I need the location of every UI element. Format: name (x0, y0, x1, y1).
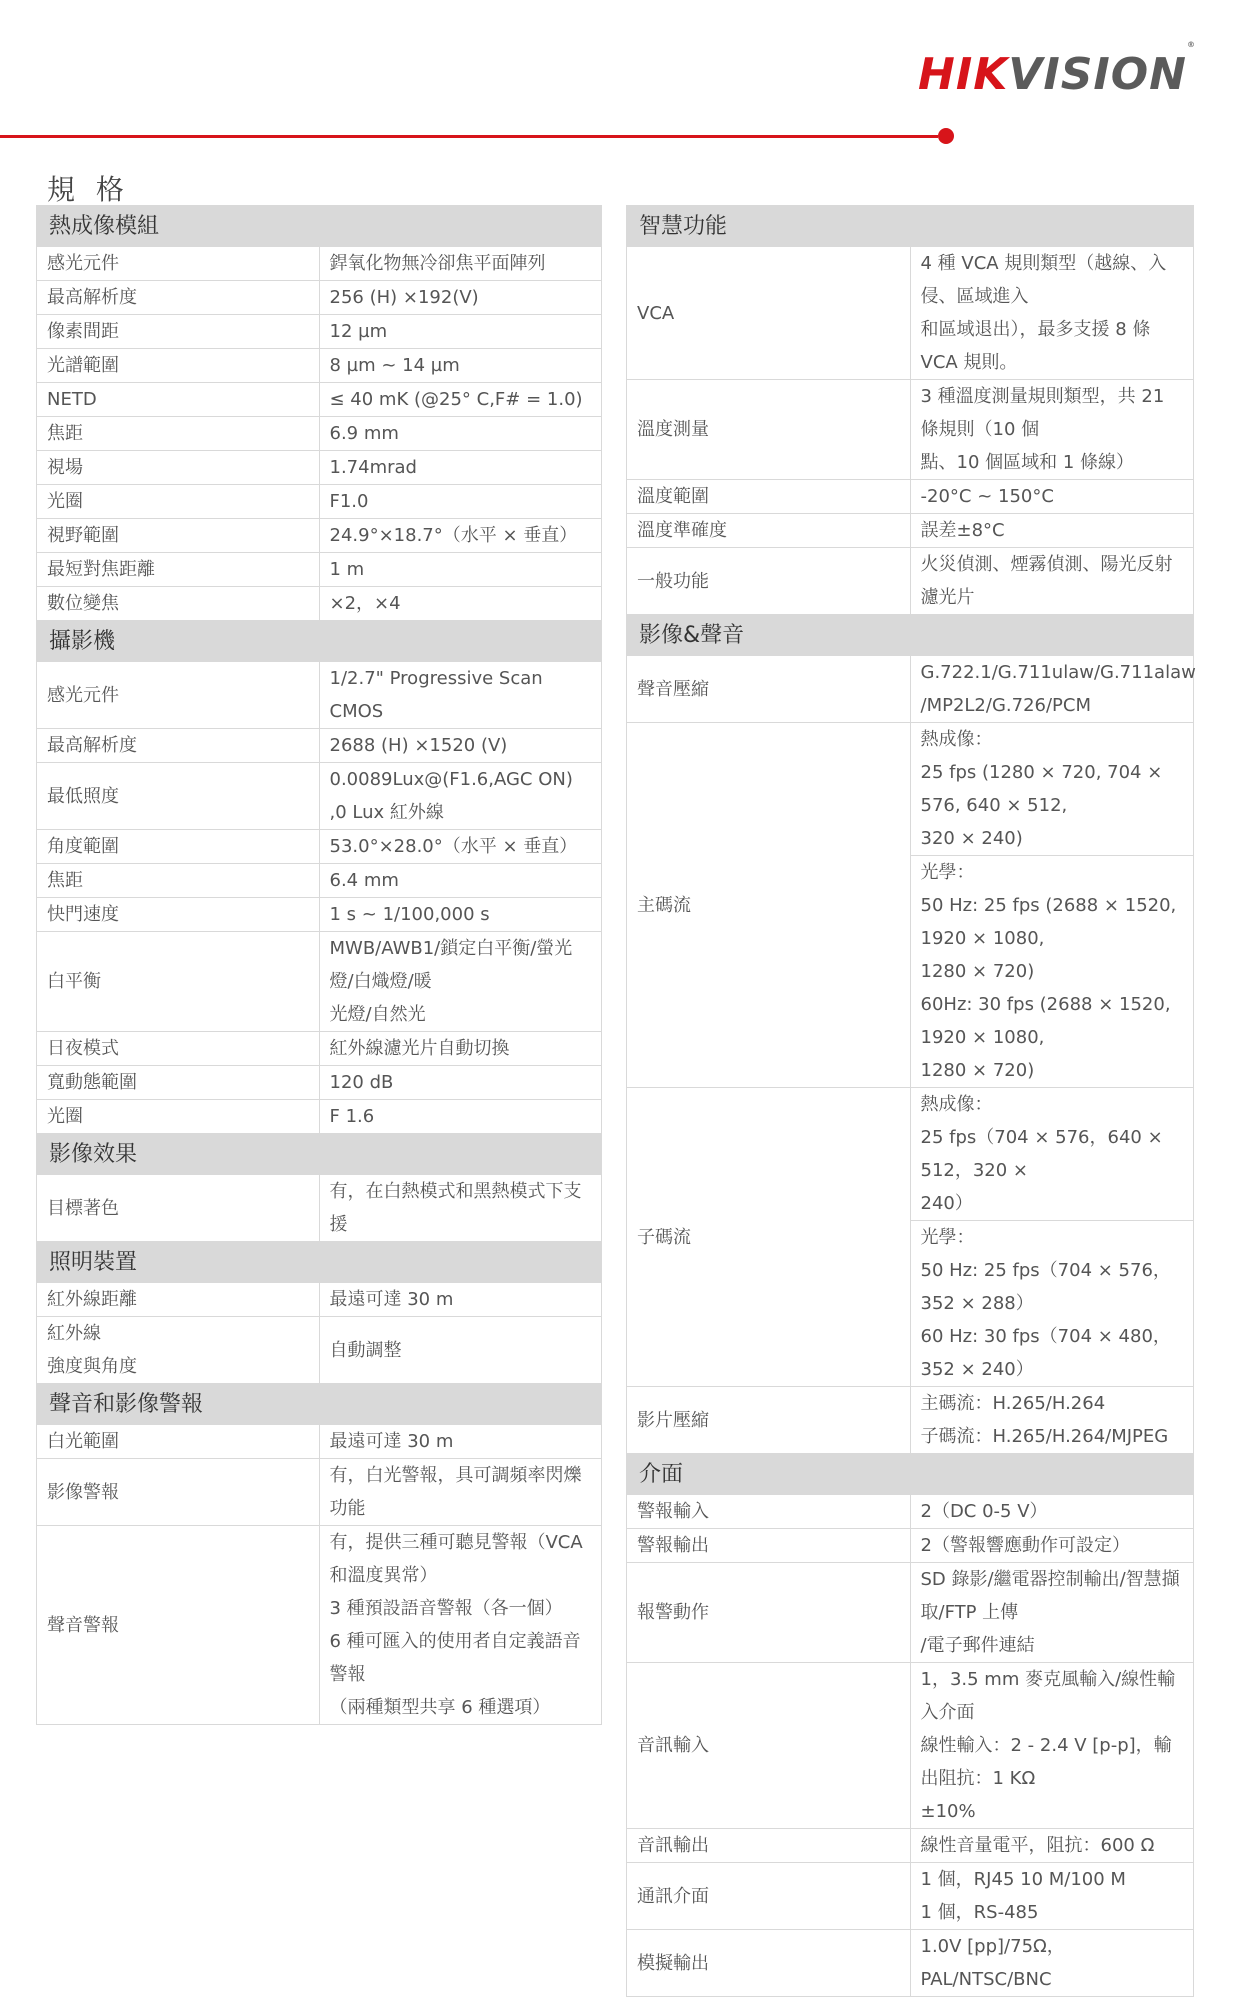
spec-row (37, 1175, 602, 1242)
spec-value-line: 有，提供三種可聽見警報（VCA 和溫度異常） (329, 1532, 583, 1586)
spec-row (37, 864, 602, 898)
spec-value (319, 1032, 602, 1066)
spec-row (37, 932, 602, 1032)
spec-label-line: 紅外線 (47, 1323, 101, 1344)
spec-row (627, 1663, 1194, 1829)
spec-value-line: 25 fps (1280 × 720, 704 × 576, 640 × 512, (920, 762, 1163, 816)
spec-value (910, 380, 1194, 480)
spec-label (37, 864, 320, 898)
spec-label-line: 音訊輸出 (637, 1835, 709, 1856)
spec-row (37, 247, 602, 281)
spec-row (627, 1829, 1194, 1863)
spec-label-line: 視場 (47, 457, 83, 478)
spec-value-line: 1，3.5 mm 麥克風輸入/線性輸入介面 (920, 1669, 1176, 1723)
section-header (37, 621, 602, 662)
section-header (37, 1134, 602, 1175)
spec-value (910, 1829, 1194, 1863)
spec-value-line: 12 µm (329, 321, 388, 342)
spec-label (37, 1100, 320, 1134)
spec-label (37, 315, 320, 349)
spec-value-line: 紅外線濾光片自動切換 (329, 1038, 510, 1059)
spec-label (37, 383, 320, 417)
spec-value (319, 553, 602, 587)
spec-value (319, 485, 602, 519)
spec-row (627, 1529, 1194, 1563)
spec-value (910, 856, 1194, 1088)
spec-value (319, 662, 602, 729)
page-title: 規 格 (47, 173, 130, 206)
spec-label-line: 焦距 (47, 423, 83, 444)
spec-label (627, 1495, 911, 1529)
header-divider-dot (938, 128, 954, 144)
spec-value (910, 1495, 1194, 1529)
spec-label (627, 1529, 911, 1563)
spec-row (37, 383, 602, 417)
spec-value-line: /電子郵件連結 (920, 1635, 1035, 1656)
spec-label-line: 模擬輸出 (637, 1952, 709, 1974)
spec-row (627, 723, 1194, 856)
spec-value (319, 281, 602, 315)
spec-value-line: 2（警報響應動作可設定） (920, 1535, 1130, 1556)
spec-value-line: 有，白光警報，具可調頻率閃爍功能 (329, 1465, 582, 1519)
spec-value-line: 3 種預設語音警報（各一個） (329, 1598, 563, 1619)
spec-value-line: 熱成像： (920, 729, 993, 750)
spec-label (37, 1032, 320, 1066)
spec-row (627, 1088, 1194, 1221)
section-title: 熱成像模組 (37, 206, 602, 247)
spec-value-line: 120 dB (329, 1072, 394, 1093)
spec-value (910, 514, 1194, 548)
spec-value-line: 4 種 VCA 規則類型（越線、入侵、區域進入 (920, 253, 1167, 307)
spec-label (37, 830, 320, 864)
spec-value-line: 50 Hz: 25 fps (2688 × 1520, 1920 × 1080, (920, 895, 1177, 949)
spec-value-line: 2688 (H) ×1520 (V) (329, 735, 508, 756)
spec-value-line: 3 種溫度測量規則類型，共 21 條規則（10 個 (920, 386, 1165, 440)
spec-label-line: 快門速度 (47, 904, 119, 925)
spec-row (37, 729, 602, 763)
spec-value (319, 932, 602, 1032)
spec-label (37, 763, 320, 830)
spec-value (910, 1663, 1194, 1829)
spec-label-line: 聲音警報 (47, 1614, 119, 1636)
spec-value (319, 1175, 602, 1242)
spec-value-line: 2（DC 0-5 V） (920, 1501, 1048, 1522)
spec-row (627, 514, 1194, 548)
spec-value-line: 1 m (329, 559, 365, 580)
spec-table-left (36, 205, 602, 1725)
spec-value-line: 1.0V [pp]/75Ω，PAL/NTSC/BNC (920, 1936, 1065, 1990)
spec-row (627, 1563, 1194, 1663)
spec-label (627, 656, 911, 723)
spec-label-line: VCA (637, 302, 675, 324)
spec-label (627, 380, 911, 480)
spec-value (319, 519, 602, 553)
spec-value-line: 50 Hz: 25 fps（704 × 576，352 × 288） (920, 1260, 1171, 1314)
spec-row (37, 553, 602, 587)
spec-value (319, 383, 602, 417)
spec-row (37, 587, 602, 621)
spec-value-line: 點、10 個區域和 1 條線） (920, 452, 1135, 473)
spec-value-line: -20°C ~ 150°C (920, 486, 1054, 507)
section-title: 攝影機 (37, 621, 602, 662)
spec-label (37, 519, 320, 553)
spec-row (37, 315, 602, 349)
spec-value-line: 銲氧化物無冷卻焦平面陣列 (329, 253, 546, 274)
spec-label (37, 1283, 320, 1317)
spec-value-line: 主碼流：H.265/H.264 (920, 1393, 1106, 1414)
spec-row (37, 1459, 602, 1526)
spec-value-line: 1 s ~ 1/100,000 s (329, 904, 490, 925)
section-header (627, 1454, 1194, 1495)
spec-label-line: 強度與角度 (47, 1356, 137, 1377)
spec-row (37, 830, 602, 864)
spec-value-line: 光燈/自然光 (329, 1004, 426, 1025)
spec-value (910, 1863, 1194, 1930)
spec-label-line: 角度範圍 (47, 836, 119, 857)
spec-label (37, 1066, 320, 1100)
spec-label-line: 一般功能 (637, 570, 709, 592)
spec-value-line: 24.9°×18.7°（水平 × 垂直） (329, 525, 578, 546)
spec-value (319, 1526, 602, 1725)
spec-row (37, 1066, 602, 1100)
spec-value-line: 1.74mrad (329, 457, 417, 478)
spec-value (319, 898, 602, 932)
spec-label-line: 最短對焦距離 (47, 559, 155, 580)
spec-row (627, 380, 1194, 480)
spec-value-line: F 1.6 (329, 1106, 375, 1127)
spec-label (37, 417, 320, 451)
spec-label-line: 紅外線距離 (47, 1289, 137, 1310)
spec-value (319, 1459, 602, 1526)
spec-label-line: 最高解析度 (47, 287, 137, 308)
spec-row (37, 1526, 602, 1725)
spec-label (37, 553, 320, 587)
spec-label-line: 警報輸出 (637, 1535, 709, 1556)
spec-label (37, 1526, 320, 1725)
spec-label-line: 白光範圍 (47, 1431, 119, 1452)
spec-value-line: 1280 × 720) (920, 961, 1035, 982)
spec-label-line: 感光元件 (47, 253, 119, 274)
spec-label (627, 1930, 911, 1997)
spec-label (627, 1387, 911, 1454)
hikvision-logo: HIKVISION® (918, 40, 1197, 100)
spec-value (910, 247, 1194, 380)
spec-value (319, 1100, 602, 1134)
spec-label-line: 溫度範圍 (637, 486, 709, 507)
spec-label-line: 視野範圍 (47, 525, 119, 546)
spec-value-line: 53.0°×28.0°（水平 × 垂直） (329, 836, 578, 857)
section-header (627, 615, 1194, 656)
spec-label (627, 1829, 911, 1863)
spec-value (910, 1563, 1194, 1663)
spec-label (37, 281, 320, 315)
spec-value (319, 864, 602, 898)
spec-label-line: 聲音壓縮 (637, 678, 709, 700)
spec-value-line: 熱成像： (920, 1094, 993, 1115)
spec-value (910, 1930, 1194, 1997)
spec-value-line: 最遠可達 30 m (329, 1431, 454, 1452)
spec-label-line: 最低照度 (47, 785, 119, 807)
spec-label (627, 1563, 911, 1663)
spec-row (37, 349, 602, 383)
spec-label-line: 感光元件 (47, 684, 119, 706)
section-header (627, 206, 1194, 247)
header-divider (0, 135, 938, 138)
spec-label-line: 最高解析度 (47, 735, 137, 756)
spec-value (910, 480, 1194, 514)
spec-label-line: 目標著色 (47, 1197, 119, 1219)
spec-value (910, 548, 1194, 615)
spec-row (37, 451, 602, 485)
spec-value-line: 320 × 240) (920, 828, 1023, 849)
spec-value (910, 656, 1194, 723)
spec-label-line: 溫度測量 (637, 419, 709, 440)
section-title: 影像&聲音 (627, 615, 1194, 656)
spec-value (910, 1529, 1194, 1563)
spec-value-line: 最遠可達 30 m (329, 1289, 454, 1310)
spec-value (910, 723, 1194, 856)
spec-value-line: 誤差±8°C (920, 520, 1005, 541)
spec-label (627, 480, 911, 514)
spec-value (319, 1425, 602, 1459)
spec-value-line: 25 fps（704 × 576，640 × 512，320 × (920, 1127, 1163, 1181)
spec-value (319, 349, 602, 383)
spec-value-line: SD 錄影/繼電器控制輸出/智慧擷取/FTP 上傳 (920, 1569, 1180, 1623)
spec-value-line: ±10% (920, 1801, 976, 1822)
spec-label-line: 焦距 (47, 870, 83, 891)
spec-row (37, 1032, 602, 1066)
spec-label (37, 662, 320, 729)
spec-table-right (626, 205, 1194, 1997)
section-title: 影像效果 (37, 1134, 602, 1175)
spec-value-line: 線性輸入：2 - 2.4 V [p-p]，輸出阻抗：1 KΩ (920, 1735, 1172, 1789)
spec-label (627, 514, 911, 548)
spec-value-line: 6 種可匯入的使用者自定義語音警報 (329, 1631, 581, 1685)
spec-label-line: 日夜模式 (47, 1038, 119, 1059)
spec-label (37, 898, 320, 932)
spec-value-line: 8 µm ~ 14 µm (329, 355, 460, 376)
spec-value-line: 6.9 mm (329, 423, 399, 444)
spec-value (319, 315, 602, 349)
section-title: 介面 (627, 1454, 1194, 1495)
spec-label (627, 247, 911, 380)
spec-value-line: 光學： (920, 862, 975, 883)
spec-value (319, 729, 602, 763)
spec-label (37, 485, 320, 519)
spec-label (37, 1425, 320, 1459)
spec-value-line: （兩種類型共享 6 種選項） (329, 1697, 551, 1718)
spec-value-line: 光學： (920, 1227, 975, 1248)
spec-value-line: ×2，×4 (329, 593, 401, 614)
spec-label (37, 349, 320, 383)
spec-value-line: F1.0 (329, 491, 369, 512)
spec-row (37, 417, 602, 451)
spec-value (910, 1221, 1194, 1387)
spec-value-line: 火災偵測、煙霧偵測、陽光反射濾光片 (920, 554, 1173, 608)
spec-row (627, 1387, 1194, 1454)
spec-row (627, 1495, 1194, 1529)
spec-value (319, 587, 602, 621)
spec-label (627, 1088, 911, 1387)
spec-value-line: ≤ 40 mK (@25° C,F# = 1.0) (329, 389, 583, 410)
section-header (37, 206, 602, 247)
spec-label-line: 寬動態範圍 (47, 1072, 137, 1093)
spec-row (37, 898, 602, 932)
spec-value-line: 6.4 mm (329, 870, 399, 891)
spec-label-line: 影片壓縮 (637, 1409, 709, 1431)
spec-label-line: 音訊輸入 (637, 1735, 709, 1756)
spec-label-line: 數位變焦 (47, 593, 119, 614)
section-title: 智慧功能 (627, 206, 1194, 247)
spec-label-line: 影像警報 (47, 1481, 119, 1503)
spec-value-line: 和區域退出），最多支援 8 條 VCA 規則。 (920, 319, 1151, 373)
spec-label-line: 溫度準確度 (637, 520, 727, 541)
spec-value (319, 247, 602, 281)
spec-label (37, 932, 320, 1032)
spec-row (37, 1100, 602, 1134)
spec-label (627, 1663, 911, 1829)
spec-row (37, 1283, 602, 1317)
spec-value-line: G.722.1/G.711ulaw/G.711alaw (920, 662, 1196, 683)
spec-row (627, 247, 1194, 380)
spec-label-line: 光圈 (47, 491, 83, 512)
spec-value (319, 417, 602, 451)
spec-value (319, 451, 602, 485)
spec-label (37, 1459, 320, 1526)
spec-label-line: 光譜範圍 (47, 355, 119, 376)
spec-value-line: /MP2L2/G.726/PCM (920, 695, 1091, 716)
spec-value (910, 1088, 1194, 1221)
spec-label (37, 729, 320, 763)
spec-label (37, 1175, 320, 1242)
spec-label-line: 主碼流 (637, 894, 691, 916)
spec-row (37, 281, 602, 315)
spec-label (37, 451, 320, 485)
spec-label-line: 光圈 (47, 1106, 83, 1127)
spec-row (627, 480, 1194, 514)
spec-value-line: 60 Hz: 30 fps（704 × 480，352 × 240） (920, 1326, 1171, 1380)
section-header (37, 1384, 602, 1425)
spec-value (319, 830, 602, 864)
spec-value-line: 240） (920, 1193, 973, 1214)
spec-row (37, 1425, 602, 1459)
spec-value (319, 1317, 602, 1384)
spec-label-line: NETD (47, 389, 97, 410)
spec-row (627, 656, 1194, 723)
spec-row (627, 548, 1194, 615)
section-title: 聲音和影像警報 (37, 1384, 602, 1425)
spec-value-line: 有，在白熱模式和黑熱模式下支援 (329, 1181, 582, 1235)
spec-value-line: 1 個，RS-485 (920, 1902, 1039, 1923)
spec-value-line: 子碼流：H.265/H.264/MJPEG (920, 1426, 1169, 1447)
spec-row (627, 1930, 1194, 1997)
spec-label (627, 723, 911, 1088)
section-header (37, 1242, 602, 1283)
spec-value-line: 0.0089Lux@(F1.6,AGC ON) ,0 Lux 紅外線 (329, 769, 573, 823)
spec-row (627, 1863, 1194, 1930)
spec-label-line: 子碼流 (637, 1226, 691, 1248)
spec-value-line: 線性音量電平，阻抗：600 Ω (920, 1835, 1155, 1856)
spec-value-line: 1280 × 720) (920, 1060, 1035, 1081)
spec-label (37, 587, 320, 621)
section-title: 照明裝置 (37, 1242, 602, 1283)
spec-value-line: MWB/AWB1/鎖定白平衡/螢光燈/白熾燈/暖 (329, 938, 573, 992)
spec-value-line: 60Hz: 30 fps (2688 × 1520, 1920 × 1080, (920, 994, 1171, 1048)
spec-label (37, 247, 320, 281)
spec-value (910, 1387, 1194, 1454)
spec-row (37, 485, 602, 519)
spec-row (37, 763, 602, 830)
spec-label-line: 警報輸入 (637, 1501, 709, 1522)
spec-label-line: 像素間距 (47, 321, 119, 342)
spec-label-line: 報警動作 (637, 1602, 709, 1623)
spec-row (37, 519, 602, 553)
spec-row (37, 1317, 602, 1384)
spec-label (627, 1863, 911, 1930)
spec-label-line: 白平衡 (47, 971, 101, 992)
spec-label (37, 1317, 320, 1384)
spec-label (627, 548, 911, 615)
spec-value-line: 1 個，RJ45 10 M/100 M (920, 1869, 1126, 1890)
spec-row (37, 662, 602, 729)
spec-value-line: 自動調整 (329, 1339, 402, 1361)
spec-value-line: 1/2.7" Progressive Scan CMOS (329, 668, 543, 722)
spec-value (319, 1066, 602, 1100)
spec-value (319, 763, 602, 830)
spec-value (319, 1283, 602, 1317)
spec-value-line: 256 (H) ×192(V) (329, 287, 479, 308)
spec-label-line: 通訊介面 (637, 1885, 709, 1907)
